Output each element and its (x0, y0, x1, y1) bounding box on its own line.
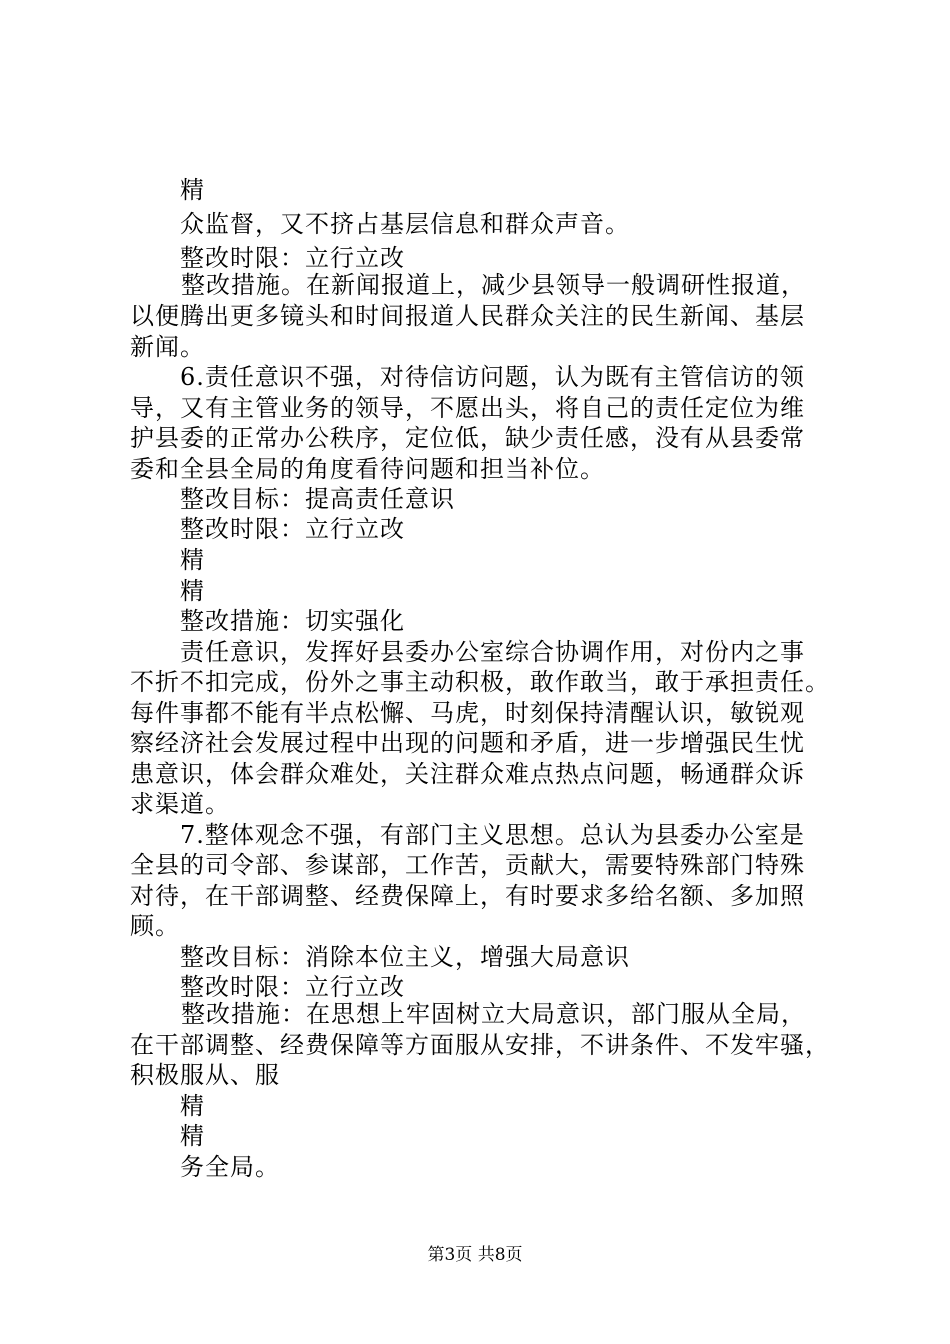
text-line: 务全局。 (180, 1153, 280, 1181)
text-line: 求渠道。 (130, 790, 230, 818)
text-line: 整改时限：立行立改 (180, 973, 405, 1001)
text-line: 委和全县全局的角度看待问题和担当补位。 (130, 455, 605, 483)
text-line: 7.整体观念不强，有部门主义思想。总认为县委办公室是 (180, 821, 805, 849)
text-line: 全县的司令部、参谋部，工作苦，贡献大，需要特殊部门特殊 (130, 851, 805, 879)
text-line: 整改措施：在思想上牢固树立大局意识，部门服从全局， (181, 1000, 806, 1028)
text-line: 精 (180, 577, 205, 605)
text-line: 精 (180, 1122, 205, 1150)
text-line: 护县委的正常办公秩序，定位低，缺少责任感，没有从县委常 (130, 424, 805, 452)
text-line: 对待，在干部调整、经费保障上，有时要求多给名额、多加照 (130, 882, 805, 910)
text-line: 整改时限：立行立改 (180, 244, 405, 272)
text-line: 整改目标：消除本位主义，增强大局意识 (180, 943, 630, 971)
text-line: 不折不扣完成，份外之事主动积极，敢作敢当，敢于承担责任。 (130, 668, 830, 696)
text-line: 整改措施。在新闻报道上，减少县领导一般调研性报道， (181, 271, 806, 299)
text-line: 积极服从、服 (130, 1061, 280, 1089)
text-line: 整改措施：切实强化 (180, 607, 405, 635)
text-line: 新闻。 (130, 333, 205, 361)
text-line: 精 (180, 546, 205, 574)
text-line: 众监督，又不挤占基层信息和群众声音。 (180, 210, 630, 238)
text-line: 在干部调整、经费保障等方面服从安排，不讲条件、不发牢骚， (130, 1031, 830, 1059)
text-line: 察经济社会发展过程中出现的问题和矛盾，进一步增强民生忧 (130, 729, 805, 757)
text-line: 精 (180, 176, 205, 204)
text-line: 患意识，体会群众难处，关注群众难点热点问题，畅通群众诉 (130, 760, 805, 788)
text-line: 整改时限：立行立改 (180, 515, 405, 543)
page-footer: 第3页 共8页 (427, 1245, 523, 1265)
text-line: 整改目标：提高责任意识 (180, 485, 455, 513)
text-line: 每件事都不能有半点松懈、马虎，时刻保持清醒认识，敏锐观 (130, 699, 805, 727)
text-line: 导，又有主管业务的领导，不愿出头，将自己的责任定位为维 (130, 394, 805, 422)
text-line: 精 (180, 1092, 205, 1120)
text-line: 责任意识，发挥好县委办公室综合协调作用，对份内之事 (180, 638, 805, 666)
text-line: 顾。 (130, 912, 180, 940)
text-line: 6.责任意识不强，对待信访问题，认为既有主管信访的领 (180, 363, 805, 391)
text-line: 以便腾出更多镜头和时间报道人民群众关注的民生新闻、基层 (130, 302, 805, 330)
